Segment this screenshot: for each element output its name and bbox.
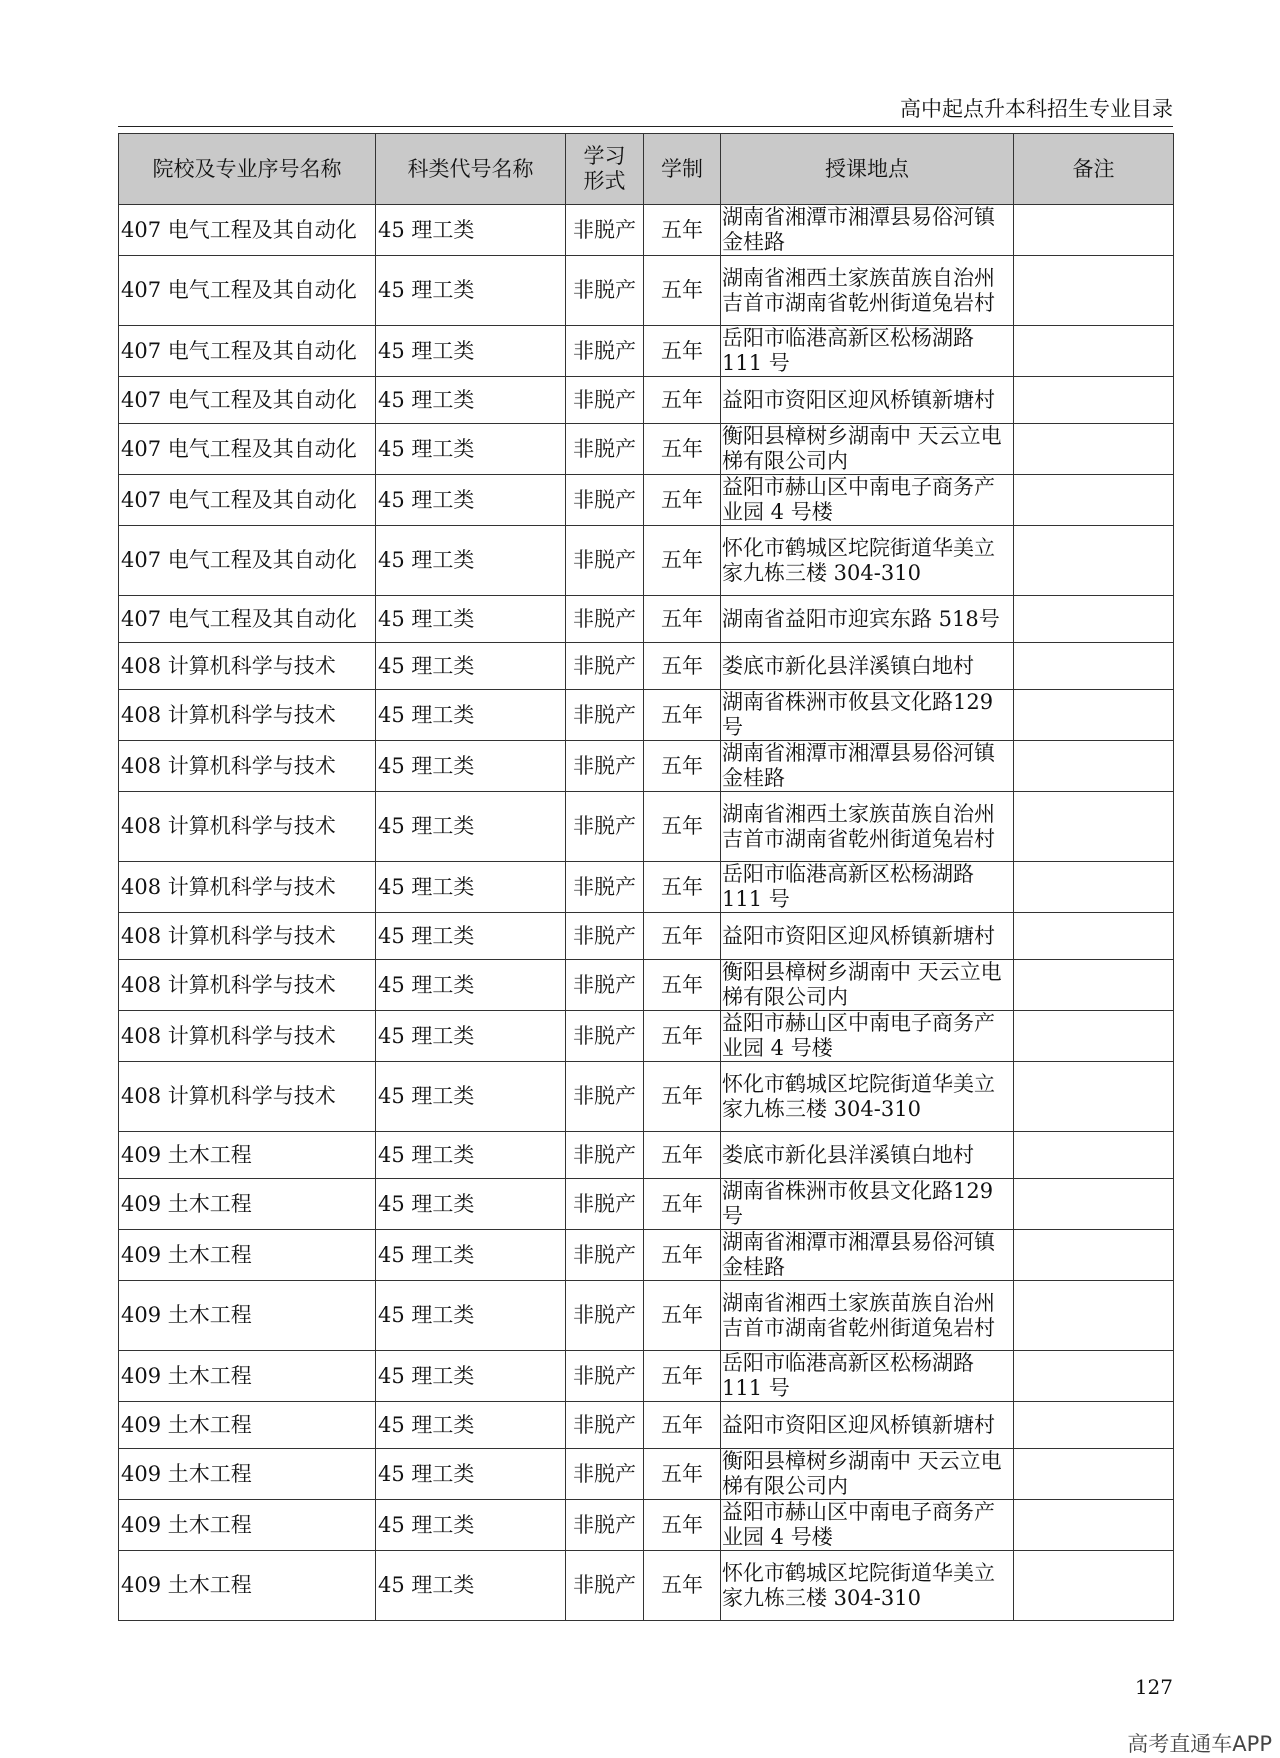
duration-cell: 五年 xyxy=(644,1230,721,1281)
study-form-cell: 非脱产 xyxy=(566,792,644,862)
major-cell: 407 电气工程及其自动化 xyxy=(119,424,376,475)
category-cell: 45 理工类 xyxy=(376,1500,566,1551)
study-form-cell: 非脱产 xyxy=(566,1500,644,1551)
duration-cell: 五年 xyxy=(644,741,721,792)
location-cell: 怀化市鹤城区坨院街道华美立家九栋三楼 304-310 xyxy=(721,526,1014,596)
location-cell: 益阳市赫山区中南电子商务产业园 4 号楼 xyxy=(721,1500,1014,1551)
category-cell: 45 理工类 xyxy=(376,1402,566,1449)
study-form-cell: 非脱产 xyxy=(566,1402,644,1449)
note-cell xyxy=(1014,643,1174,690)
note-cell xyxy=(1014,792,1174,862)
note-cell xyxy=(1014,1551,1174,1621)
duration-cell: 五年 xyxy=(644,690,721,741)
study-form-cell: 非脱产 xyxy=(566,741,644,792)
major-cell: 407 电气工程及其自动化 xyxy=(119,475,376,526)
category-cell: 45 理工类 xyxy=(376,862,566,913)
note-cell xyxy=(1014,596,1174,643)
study-form-cell: 非脱产 xyxy=(566,424,644,475)
study-form-cell: 非脱产 xyxy=(566,1179,644,1230)
major-cell: 408 计算机科学与技术 xyxy=(119,1062,376,1132)
category-cell: 45 理工类 xyxy=(376,741,566,792)
duration-cell: 五年 xyxy=(644,792,721,862)
note-cell xyxy=(1014,1449,1174,1500)
note-cell xyxy=(1014,1351,1174,1402)
study-form-cell: 非脱产 xyxy=(566,1281,644,1351)
running-head: 高中起点升本科招生专业目录 xyxy=(900,97,1173,121)
column-header-form xyxy=(566,134,644,205)
category-cell: 45 理工类 xyxy=(376,1230,566,1281)
category-cell: 45 理工类 xyxy=(376,326,566,377)
location-cell: 湖南省湘潭市湘潭县易俗河镇金桂路 xyxy=(721,1230,1014,1281)
column-header-form-line-1: 学习 xyxy=(583,144,626,168)
note-cell xyxy=(1014,690,1174,741)
column-header-duration: 学制 xyxy=(644,134,721,205)
major-cell: 409 土木工程 xyxy=(119,1132,376,1179)
note-cell xyxy=(1014,1062,1174,1132)
table-row xyxy=(119,913,1174,960)
location-cell: 益阳市资阳区迎风桥镇新塘村 xyxy=(721,913,1014,960)
major-cell: 409 土木工程 xyxy=(119,1500,376,1551)
duration-cell: 五年 xyxy=(644,1011,721,1062)
enrollment-table xyxy=(118,133,1174,1621)
table-row xyxy=(119,377,1174,424)
category-cell: 45 理工类 xyxy=(376,1281,566,1351)
table-header-row xyxy=(119,134,1174,205)
note-cell xyxy=(1014,1132,1174,1179)
location-cell: 湖南省株洲市攸县文化路129 号 xyxy=(721,690,1014,741)
duration-cell: 五年 xyxy=(644,326,721,377)
table-row xyxy=(119,1179,1174,1230)
column-header-category: 科类代号名称 xyxy=(376,134,566,205)
location-cell: 湖南省湘西土家族苗族自治州吉首市湖南省乾州街道兔岩村 xyxy=(721,792,1014,862)
table-row xyxy=(119,1281,1174,1351)
table-body xyxy=(119,205,1174,1621)
table-row xyxy=(119,960,1174,1011)
table-row xyxy=(119,643,1174,690)
table-row xyxy=(119,596,1174,643)
study-form-cell: 非脱产 xyxy=(566,205,644,256)
table-row xyxy=(119,1500,1174,1551)
major-cell: 409 土木工程 xyxy=(119,1449,376,1500)
table-row xyxy=(119,1449,1174,1500)
table-row xyxy=(119,1062,1174,1132)
category-cell: 45 理工类 xyxy=(376,475,566,526)
duration-cell: 五年 xyxy=(644,1351,721,1402)
duration-cell: 五年 xyxy=(644,1551,721,1621)
major-cell: 408 计算机科学与技术 xyxy=(119,913,376,960)
location-cell: 湖南省湘潭市湘潭县易俗河镇金桂路 xyxy=(721,741,1014,792)
category-cell: 45 理工类 xyxy=(376,1351,566,1402)
location-cell: 益阳市赫山区中南电子商务产业园 4 号楼 xyxy=(721,1011,1014,1062)
note-cell xyxy=(1014,475,1174,526)
note-cell xyxy=(1014,1179,1174,1230)
duration-cell: 五年 xyxy=(644,256,721,326)
study-form-cell: 非脱产 xyxy=(566,1011,644,1062)
location-cell: 益阳市赫山区中南电子商务产业园 4 号楼 xyxy=(721,475,1014,526)
major-cell: 407 电气工程及其自动化 xyxy=(119,326,376,377)
study-form-cell: 非脱产 xyxy=(566,1351,644,1402)
duration-cell: 五年 xyxy=(644,1132,721,1179)
duration-cell: 五年 xyxy=(644,862,721,913)
category-cell: 45 理工类 xyxy=(376,643,566,690)
major-cell: 409 土木工程 xyxy=(119,1551,376,1621)
column-header-form-line-2: 形式 xyxy=(583,169,626,193)
study-form-cell: 非脱产 xyxy=(566,326,644,377)
location-cell: 湖南省湘西土家族苗族自治州吉首市湖南省乾州街道兔岩村 xyxy=(721,1281,1014,1351)
major-cell: 407 电气工程及其自动化 xyxy=(119,256,376,326)
location-cell: 湖南省株洲市攸县文化路129 号 xyxy=(721,1179,1014,1230)
note-cell xyxy=(1014,526,1174,596)
location-cell: 湖南省湘西土家族苗族自治州吉首市湖南省乾州街道兔岩村 xyxy=(721,256,1014,326)
location-cell: 湖南省益阳市迎宾东路 518号 xyxy=(721,596,1014,643)
duration-cell: 五年 xyxy=(644,475,721,526)
major-cell: 408 计算机科学与技术 xyxy=(119,690,376,741)
table-row xyxy=(119,1011,1174,1062)
table-row xyxy=(119,792,1174,862)
location-cell: 娄底市新化县洋溪镇白地村 xyxy=(721,643,1014,690)
location-cell: 益阳市资阳区迎风桥镇新塘村 xyxy=(721,1402,1014,1449)
table-row xyxy=(119,1402,1174,1449)
watermark: 高考直通车APP xyxy=(1127,1732,1272,1756)
duration-cell: 五年 xyxy=(644,526,721,596)
location-cell: 益阳市资阳区迎风桥镇新塘村 xyxy=(721,377,1014,424)
study-form-cell: 非脱产 xyxy=(566,862,644,913)
category-cell: 45 理工类 xyxy=(376,1132,566,1179)
note-cell xyxy=(1014,377,1174,424)
major-cell: 409 土木工程 xyxy=(119,1179,376,1230)
table-row xyxy=(119,326,1174,377)
note-cell xyxy=(1014,1500,1174,1551)
location-cell: 岳阳市临港高新区松杨湖路111 号 xyxy=(721,862,1014,913)
duration-cell: 五年 xyxy=(644,205,721,256)
major-cell: 409 土木工程 xyxy=(119,1402,376,1449)
category-cell: 45 理工类 xyxy=(376,1062,566,1132)
major-cell: 407 电气工程及其自动化 xyxy=(119,205,376,256)
study-form-cell: 非脱产 xyxy=(566,256,644,326)
location-cell: 衡阳县樟树乡湖南中 天云立电梯有限公司内 xyxy=(721,960,1014,1011)
page-number: 127 xyxy=(1134,1675,1173,1699)
major-cell: 409 土木工程 xyxy=(119,1281,376,1351)
category-cell: 45 理工类 xyxy=(376,256,566,326)
location-cell: 岳阳市临港高新区松杨湖路111 号 xyxy=(721,326,1014,377)
category-cell: 45 理工类 xyxy=(376,1179,566,1230)
major-cell: 408 计算机科学与技术 xyxy=(119,862,376,913)
duration-cell: 五年 xyxy=(644,424,721,475)
category-cell: 45 理工类 xyxy=(376,690,566,741)
duration-cell: 五年 xyxy=(644,1179,721,1230)
table-row xyxy=(119,741,1174,792)
duration-cell: 五年 xyxy=(644,596,721,643)
study-form-cell: 非脱产 xyxy=(566,475,644,526)
study-form-cell: 非脱产 xyxy=(566,596,644,643)
note-cell xyxy=(1014,1281,1174,1351)
note-cell xyxy=(1014,424,1174,475)
duration-cell: 五年 xyxy=(644,377,721,424)
duration-cell: 五年 xyxy=(644,960,721,1011)
table-row xyxy=(119,1351,1174,1402)
major-cell: 407 电气工程及其自动化 xyxy=(119,526,376,596)
duration-cell: 五年 xyxy=(644,1062,721,1132)
location-cell: 衡阳县樟树乡湖南中 天云立电梯有限公司内 xyxy=(721,424,1014,475)
table-row xyxy=(119,1230,1174,1281)
study-form-cell: 非脱产 xyxy=(566,1551,644,1621)
category-cell: 45 理工类 xyxy=(376,1449,566,1500)
category-cell: 45 理工类 xyxy=(376,913,566,960)
header-rule xyxy=(118,126,1173,127)
duration-cell: 五年 xyxy=(644,1402,721,1449)
table-row xyxy=(119,424,1174,475)
category-cell: 45 理工类 xyxy=(376,377,566,424)
major-cell: 409 土木工程 xyxy=(119,1351,376,1402)
category-cell: 45 理工类 xyxy=(376,424,566,475)
study-form-cell: 非脱产 xyxy=(566,960,644,1011)
study-form-cell: 非脱产 xyxy=(566,1132,644,1179)
note-cell xyxy=(1014,205,1174,256)
location-cell: 湖南省湘潭市湘潭县易俗河镇金桂路 xyxy=(721,205,1014,256)
major-cell: 407 电气工程及其自动化 xyxy=(119,596,376,643)
note-cell xyxy=(1014,1230,1174,1281)
note-cell xyxy=(1014,326,1174,377)
table-row xyxy=(119,1551,1174,1621)
study-form-cell: 非脱产 xyxy=(566,913,644,960)
note-cell xyxy=(1014,1402,1174,1449)
category-cell: 45 理工类 xyxy=(376,1011,566,1062)
duration-cell: 五年 xyxy=(644,643,721,690)
duration-cell: 五年 xyxy=(644,1449,721,1500)
table-row xyxy=(119,862,1174,913)
study-form-cell: 非脱产 xyxy=(566,1062,644,1132)
duration-cell: 五年 xyxy=(644,913,721,960)
table-row xyxy=(119,205,1174,256)
column-header-location: 授课地点 xyxy=(721,134,1014,205)
duration-cell: 五年 xyxy=(644,1500,721,1551)
study-form-cell: 非脱产 xyxy=(566,1449,644,1500)
category-cell: 45 理工类 xyxy=(376,1551,566,1621)
column-header-major: 院校及专业序号名称 xyxy=(119,134,376,205)
table-row xyxy=(119,526,1174,596)
category-cell: 45 理工类 xyxy=(376,792,566,862)
location-cell: 怀化市鹤城区坨院街道华美立家九栋三楼 304-310 xyxy=(721,1062,1014,1132)
study-form-cell: 非脱产 xyxy=(566,690,644,741)
major-cell: 408 计算机科学与技术 xyxy=(119,741,376,792)
major-cell: 409 土木工程 xyxy=(119,1230,376,1281)
note-cell xyxy=(1014,913,1174,960)
study-form-cell: 非脱产 xyxy=(566,643,644,690)
category-cell: 45 理工类 xyxy=(376,596,566,643)
major-cell: 408 计算机科学与技术 xyxy=(119,643,376,690)
note-cell xyxy=(1014,960,1174,1011)
table-row xyxy=(119,1132,1174,1179)
note-cell xyxy=(1014,256,1174,326)
table-row xyxy=(119,475,1174,526)
study-form-cell: 非脱产 xyxy=(566,377,644,424)
table-row xyxy=(119,690,1174,741)
location-cell: 衡阳县樟树乡湖南中 天云立电梯有限公司内 xyxy=(721,1449,1014,1500)
note-cell xyxy=(1014,862,1174,913)
category-cell: 45 理工类 xyxy=(376,205,566,256)
major-cell: 407 电气工程及其自动化 xyxy=(119,377,376,424)
note-cell xyxy=(1014,1011,1174,1062)
major-cell: 408 计算机科学与技术 xyxy=(119,792,376,862)
category-cell: 45 理工类 xyxy=(376,960,566,1011)
column-header-note: 备注 xyxy=(1014,134,1174,205)
location-cell: 娄底市新化县洋溪镇白地村 xyxy=(721,1132,1014,1179)
table-row xyxy=(119,256,1174,326)
duration-cell: 五年 xyxy=(644,1281,721,1351)
study-form-cell: 非脱产 xyxy=(566,1230,644,1281)
note-cell xyxy=(1014,741,1174,792)
category-cell: 45 理工类 xyxy=(376,526,566,596)
location-cell: 怀化市鹤城区坨院街道华美立家九栋三楼 304-310 xyxy=(721,1551,1014,1621)
major-cell: 408 计算机科学与技术 xyxy=(119,960,376,1011)
location-cell: 岳阳市临港高新区松杨湖路111 号 xyxy=(721,1351,1014,1402)
study-form-cell: 非脱产 xyxy=(566,526,644,596)
major-cell: 408 计算机科学与技术 xyxy=(119,1011,376,1062)
